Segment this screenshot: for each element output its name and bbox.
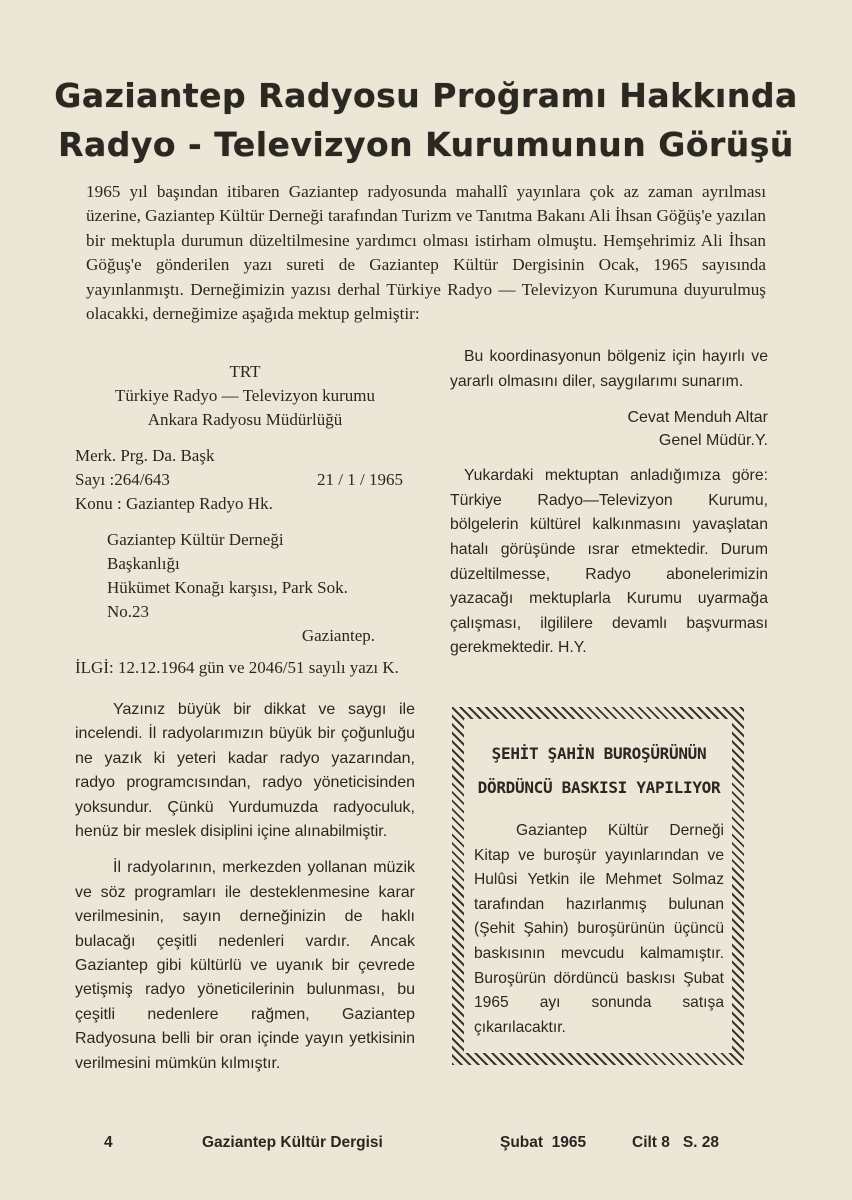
letter-paragraph-3: Bu koordinasyonun bölgeniz için hayırlı ve yararlı olmasını diler, saygılarımı sunarım. xyxy=(450,348,768,390)
letter-org-name: Türkiye Radyo — Televizyon kurumu xyxy=(114,386,376,405)
letter-subject: Konu : Gaziantep Radyo Hk. xyxy=(75,494,273,513)
address-city: Gaziantep. xyxy=(301,626,375,645)
headline-line-2: Radyo - Televizyon Kurumunun Görüşü xyxy=(58,125,794,164)
letter-org-unit: Ankara Radyosu Müdürlüğü xyxy=(147,410,343,429)
announcement-title-2: DÖRDÜNCÜ BASKISI YAPILIYOR xyxy=(477,778,721,797)
letter-paragraph-1: Yazınız büyük bir dikkat ve saygı ile incelendi. İl radyolarımızın büyük bir çoğunluğu ne yazık ki yeteri kadar radyo yazarından, radyo programcısından, radyo yöneticisinden yoksundur. Çünkü Yurdumuzda radyoculuk, henüz bir meslek disiplini içine alınabilmiştir. xyxy=(75,701,415,841)
footer-volume: Cilt 8 S. 28 xyxy=(632,1134,720,1151)
address-line-1: Gaziantep Kültür Derneği xyxy=(107,530,284,549)
announcement-box xyxy=(452,707,744,1065)
address-line-3: Hükümet Konağı karşısı, Park Sok. xyxy=(107,578,348,597)
intro-paragraph: 1965 yıl başından itibaren Gaziantep radyosunda mahallî yayınlara çok az zaman ayrılması üzerine, Gaziantep Kültür Derneği tarafından Turizm ve Tanıtma Bakanı Ali İhsan Göğüş'e yazılan bir mektupla durumun düzeltilmesine yardımcı olması istirham olmuştu. Hemşehrimiz Ali İhsan Göğuş'e gönderilen yazı sureti de Gaziantep Kültür Dergisinin Ocak, 1965 sayısında yayınlanmıştı. Derneğimizin yazısı derhal Türkiye Radyo — Televizyon Kurumuna duyurulmuş olacakki, derneğimize aşağıda mektup gelmiştir: xyxy=(86,182,766,324)
editorial-comment: Yukardaki mektuptan anladığımıza göre: Türkiye Radyo—Televizyon Kurumu, bölgelerin kültürel kalkınmasını yavaşlatan hatalı görüşünde ısrar etmektedir. Durum düzeltilmesse, Radyo abonelerimizin yazacağı mektuplarla Kurumu uyarmağa çalışması, ilgililere devamlı başvurması gerekmektedir. H.Y. xyxy=(450,467,768,657)
letter-column xyxy=(75,360,415,1076)
announcement-text: Gaziantep Kültür Derneği Kitap ve buroşür yayınlarından ve Hulûsi Yetkin ile Mehmet Solmaz tarafından hazırlanmış bulunan (Şehit Şahin) buroşürünün üçüncü baskısının mevcudu kalmamıştır. Buroşürün dördüncü baskısı Şubat 1965 ayı sonunda satışa çıkarılacaktır. xyxy=(474,822,724,1036)
footer-issue-date: Şubat 1965 xyxy=(500,1134,587,1151)
letter-ilgi: İLGİ: 12.12.1964 gün ve 2046/51 sayılı yazı K. xyxy=(75,658,399,677)
right-column xyxy=(450,345,768,661)
address-line-2: Başkanlığı xyxy=(107,554,180,573)
footer-journal-name: Gaziantep Kültür Dergisi xyxy=(202,1134,383,1151)
letter-address xyxy=(75,528,415,648)
footer-page-number: 4 xyxy=(104,1134,113,1151)
letter-org-acronym: TRT xyxy=(229,362,261,381)
address-line-4: No.23 xyxy=(107,602,150,621)
letter-paragraph-2: İl radyolarının, merkezden yollanan müzik ve söz programları ile desteklenmesine karar verilmesinin, sayın derneğinizin de haklı bulacağı çeşitli nedenleri vardır. Ancak Gaziantep gibi kültürlü ve uyanık bir çevrede yetişmiş radyo yöneticilerinin bulunması, bu çeşitli nedenlere rağmen, Gaziantep Radyosuna belli bir oran içinde yayın yetkisinin verilmesini mümkün kılmıştır. xyxy=(75,859,415,1072)
letter-reference-row xyxy=(75,468,415,492)
letter-date: 21 / 1 / 1965 xyxy=(317,470,403,489)
announcement-title-1: ŞEHİT ŞAHİN BUROŞÜRÜNÜN xyxy=(491,744,707,763)
letter-reference-number: Sayı :264/643 xyxy=(75,470,170,489)
signature-title: Genel Müdür.Y. xyxy=(658,432,768,450)
headline-line-1: Gaziantep Radyosu Proğramı Hakkında xyxy=(54,76,798,115)
signature-name: Cevat Menduh Altar xyxy=(627,409,768,427)
letter-reference-dept: Merk. Prg. Da. Başk xyxy=(75,446,215,465)
